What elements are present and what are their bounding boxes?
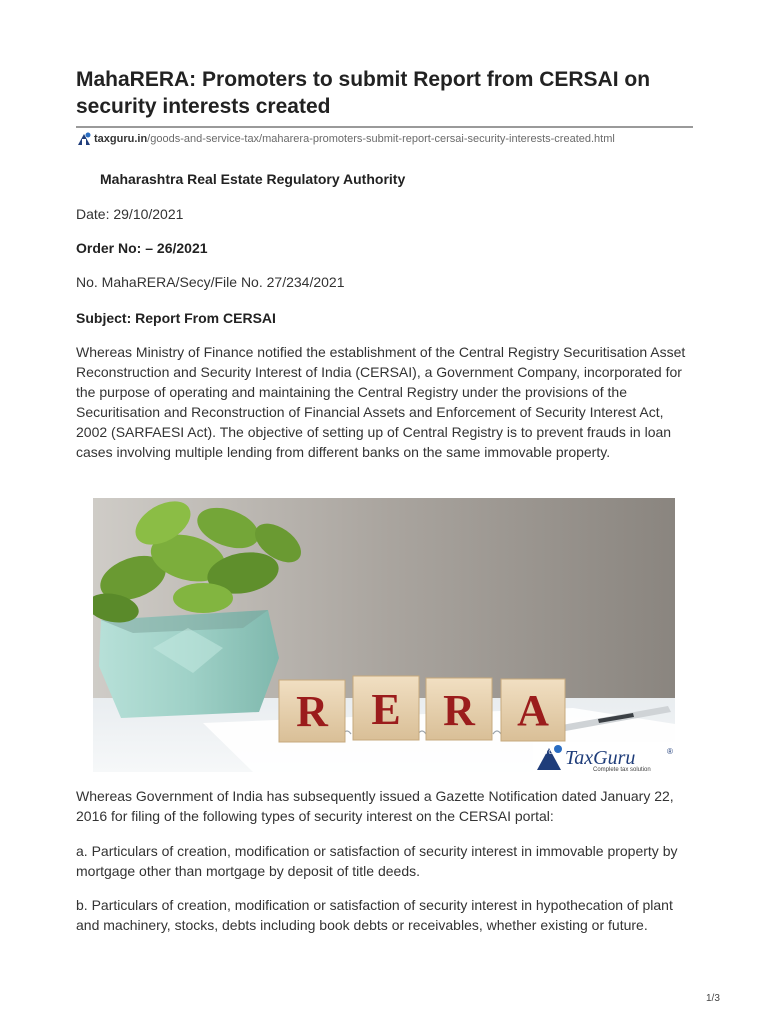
rera-illustration xyxy=(93,498,675,772)
order-number: Order No: – 26/2021 xyxy=(76,240,208,256)
block-letter: R xyxy=(443,686,475,735)
plant-pot xyxy=(99,610,279,718)
source-domain: taxguru.in xyxy=(94,133,148,145)
order-date: Date: 29/10/2021 xyxy=(76,206,184,222)
order-subject: Subject: Report From CERSAI xyxy=(76,310,276,326)
source-path: /goods-and-service-tax/maharera-promoters-submit-report-cersai-security-interests-created.html xyxy=(147,133,615,145)
taxguru-favicon-icon xyxy=(76,131,92,147)
rera-blocks-photo xyxy=(93,498,675,772)
page-number: 1/3 xyxy=(706,993,720,1004)
paragraph-item-a: a. Particulars of creation, modification or satisfaction of security interest in immovable property by mortgage other than mortgage by deposit of title deeds. xyxy=(76,843,678,879)
block-letter: R xyxy=(296,687,328,736)
authority-heading: Maharashtra Real Estate Regulatory Authority xyxy=(100,171,406,187)
logo-letters: TG xyxy=(544,750,554,756)
block-letter: A xyxy=(517,686,549,735)
paragraph-item-b: b. Particulars of creation, modification or satisfaction of security interest in hypothecation of plant and machinery, stocks, debts including book debts or receivables, whether existing or future. xyxy=(76,897,673,933)
source-url[interactable] xyxy=(76,131,615,147)
block-letter: E xyxy=(371,685,401,734)
title-divider xyxy=(76,126,693,128)
file-number: No. MahaRERA/Secy/File No. 27/234/2021 xyxy=(76,274,345,290)
taxguru-watermark xyxy=(533,742,675,772)
brand-tagline: Complete tax solution xyxy=(593,767,651,772)
paragraph-gazette-notification: Whereas Government of India has subsequently issued a Gazette Notification dated January 22, 2016 for filing of the following types of security interest on the CERSAI portal: xyxy=(76,788,674,824)
brand-mark: ® xyxy=(667,747,673,756)
brand-name: TaxGuru xyxy=(565,747,636,769)
paragraph-cersai-intro: Whereas Ministry of Finance notified the establishment of the Central Registry Securitisation Asset Reconstruction and Security Interest of India (CERSAI), a Government Company, incorporated for the purpose of operating and maintaining the Central Registry under the provisions of the Securitisation and Reconstruction of Financial Assets and Enforcement of Security Interest Act, 2002 (SARFAESI Act). The objective of setting up of Central Registry is to prevent frauds in loan cases involving multiple lending from different banks on the same immovable property. xyxy=(76,344,686,460)
article-title: MahaRERA: Promoters to submit Report from CERSAI on security interests created xyxy=(76,68,651,118)
